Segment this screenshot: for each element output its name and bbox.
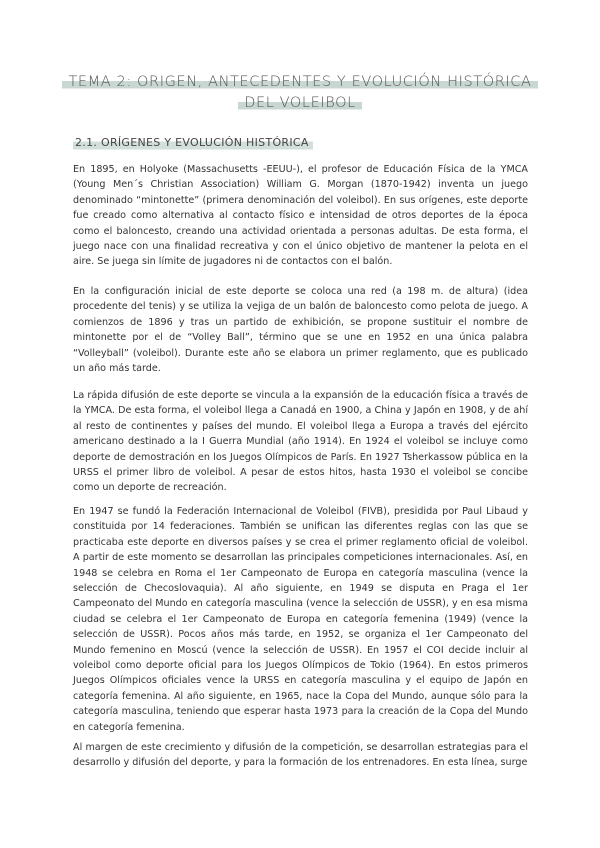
paragraph-initial-configuration: En la configuración inicial de este deporte se coloca una red (a 198 m. de altura) (idea procedente del tenis) y se utiliza la vejiga de un balón de baloncesto como pelota de juego. A comienzos de 1896 y tras un partido de exhibición, se propone sustituir el nombre de mintonette por el de “Volley Ball”, término que se une en 1952 en una única palabra “Volleyball” (voleibol). Durante este año se elabora un primer reglamento, que es publicado un año más tarde. (73, 286, 528, 375)
section-heading: 2.1. ORÍGENES Y EVOLUCIÓN HISTÓRICA (73, 136, 313, 150)
title-line-1: TEMA 2: ORIGEN, ANTECEDENTES Y EVOLUCIÓN HISTÓRICA (62, 74, 537, 90)
paragraph-diffusion: La rápida difusión de este deporte se vincula a la expansión de la educación física a través de la YMCA. De esta forma, el voleibol llega a Canadá en 1900, a China y Japón en 1908, y de ahí al resto de continentes y países del mundo. El voleibol llega a Europa a través del ejército americano destinado a la I Guerra Mundial (año 1914). En 1924 el voleibol se incluye como deporte de demostración en los Juegos Olímpicos de París. En 1927 Tsherkassow pública en la URSS el primer libro de voleibol. A pesar de estos hitos, hasta 1930 el voleibol se concibe como un deporte de recreación. (73, 390, 528, 494)
paragraph-origins: En 1895, en Holyoke (Massachusetts -EEUU-), el profesor de Educación Física de la YMCA (Young Men´s Christian Association) William G. Morgan (1870-1942) inventa un juego denominado “mintonette” (primera denominación del voleibol). En sus orígenes, este deporte fue creado como alternativa al contacto físico e intensidad de otros deportes de la época como el baloncesto, creando una actividad orientada a personas adultas. De esta forma, el juego nace con una finalidad recreativa y con el único objetivo de mantener la pelota en el aire. Se juega sin límite de jugadores ni de contactos con el balón. (73, 164, 528, 268)
paragraph-fivb-competitions: En 1947 se fundó la Federación Internacional de Voleibol (FIVB), presidida por Paul Libaud y constituida por 14 federaciones. También se unifican las diferentes reglas con las que se practicaba este deporte en diversos países y se crea el primer reglamento oficial de voleibol. A partir de este momento se desarrollan las principales competiciones internacionales. Así, en 1948 se celebra en Roma el 1er Campeonato de Europa en categoría masculina (vence la selección de Checoslovaquia). Al año siguiente, en 1949 se disputa en Praga el 1er Campeonato del Mundo en categoría masculina (vence la selección de USSR), y en esa misma ciudad se celebra el 1er Campeonato de Europa en categoría femenina (1949) (vence la selección de USSR). Pocos años más tarde, en 1952, se organiza el 1er Campeonato del Mundo femenino en Moscú (vence la selección de USSR). En 1957 el COI decide incluir al voleibol como deporte oficial para los Juegos Olímpicos de Tokio (1964). En estos primeros Juegos Olímpicos oficiales vence la URSS en categoría masculina y el equipo de Japón en categoría femenina. Al año siguiente, en 1965, nace la Copa del Mundo, aunque sólo para la categoría masculina, teniendo que esperar hasta 1973 para la creación de la Copa del Mundo en categoría femenina. (73, 506, 528, 733)
paragraph-development-strategies: Al margen de este crecimiento y difusión de la competición, se desarrollan estrategias para el desarrollo y difusión del deporte, y para la formación de los entrenadores. En esta línea, surge (73, 742, 528, 769)
title-line-2: DEL VOLEIBOL (238, 95, 362, 111)
document-title (60, 72, 540, 114)
